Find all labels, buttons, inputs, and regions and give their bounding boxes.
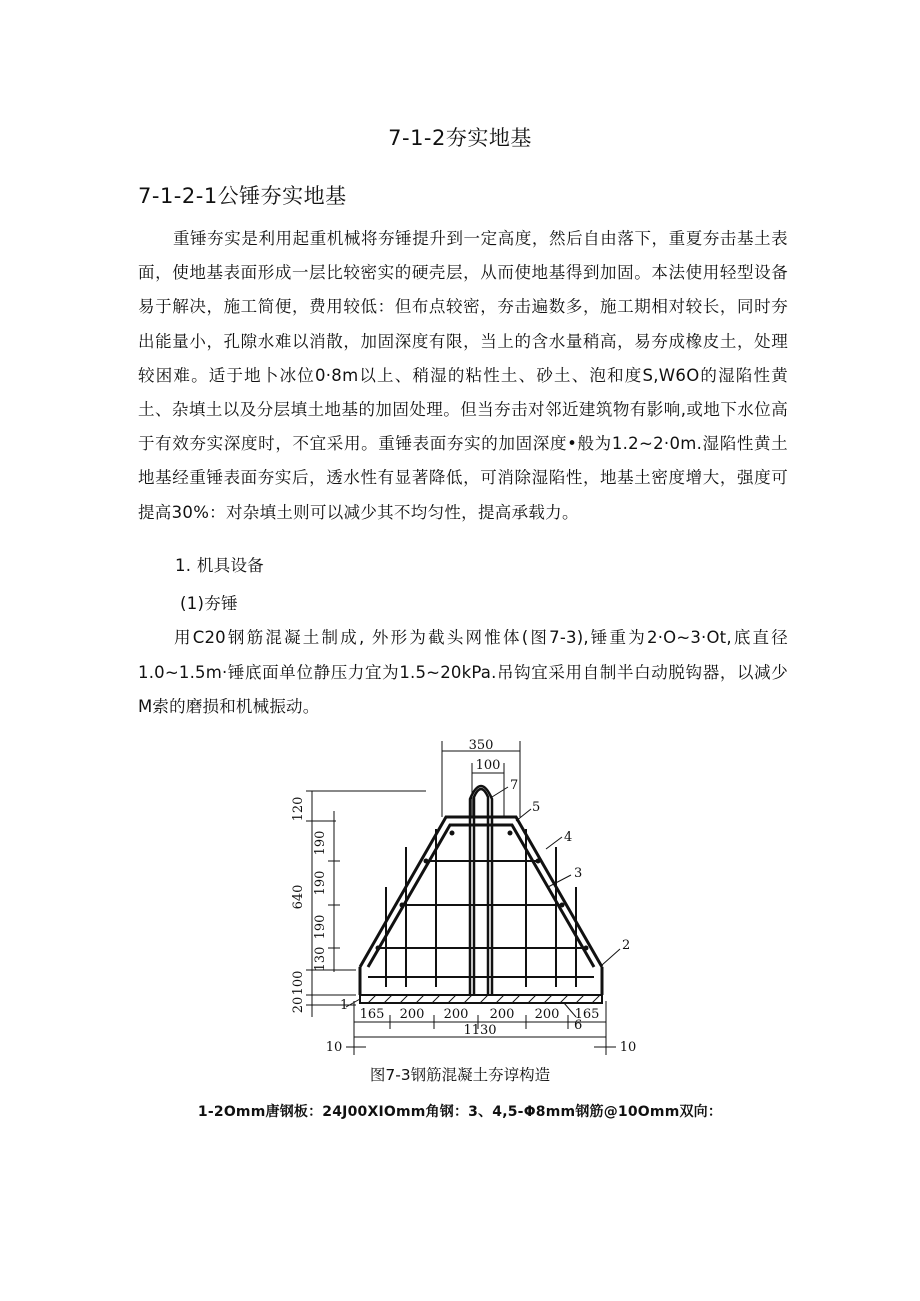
dim-190-c: 190 [313, 914, 328, 940]
dim-190-a: 190 [313, 830, 328, 856]
dim-165-left: 165 [359, 1007, 385, 1022]
dim-1130: 1130 [463, 1023, 497, 1038]
dim-100-left: 100 [291, 970, 306, 996]
callout-2: 2 [622, 938, 631, 953]
dim-10-right: 10 [619, 1040, 637, 1055]
list-item-equipment: 1. 机具设备 [175, 556, 265, 575]
hammer-paragraph: 用C20钢筋混凝土制成, 外形为截头网惟体(图7-3),锤重为2·O~3·Ot,底直径1.0~1.5m·锤底面单位静压力宜为1.5~20kPa.吊钩宜采用自制半白动脱钩器，以减少M索的磨损和机械振动。 [138, 628, 788, 716]
callout-1: 1 [340, 998, 349, 1013]
dim-350: 350 [468, 738, 494, 753]
dim-20: 20 [291, 996, 306, 1014]
hammer-structure-figure [276, 737, 646, 1062]
hammer-drawing [276, 737, 646, 1062]
list-item-hammer: (1)夯锤 [180, 594, 238, 613]
dim-10-left: 10 [325, 1040, 343, 1055]
callout-7: 7 [510, 778, 519, 793]
body-paragraph: 重锤夯实是利用起重机械将夯锤提升到一定高度，然后自由落下，重夏夯击基土表面，使地基表面形成一层比较密实的硬壳层，从而使地基得到加固。本法使用轻型设备易于解决，施工简便，费用较低：但布点较密，夯击遍数多，施工期相对较长，同时夯出能量小，孔隙水难以消散，加固深度有限，当上的含水量稍高，易夯成橡皮土，处理较困难。适于地卜冰位0·8m以上、稍湿的粘性土、砂土、泡和度S,W6O的湿陷性黄土、杂填土以及分层填土地基的加固处理。但当夯击对邻近建筑物有影响,或地下水位高于有效夯实深度时，不宜采用。重锤表面夯实的加固深度•般为1.2~2·0m.湿陷性黄土地基经重锤表面夯实后，透水性有显著降低，可消除湿陷性，地基土密度增大，强度可提高30%：对杂填土则可以减少其不均匀性，提高承载力。 [138, 229, 788, 522]
dim-200-d: 200 [534, 1007, 560, 1022]
dim-200-b: 200 [443, 1007, 469, 1022]
callout-3: 3 [574, 866, 583, 881]
figure-caption: 图7-3钢筋混凝土夯谆构造 [369, 1066, 551, 1084]
dim-130: 130 [313, 946, 328, 972]
dim-190-b: 190 [313, 870, 328, 896]
callout-5: 5 [532, 800, 541, 815]
figure-note: 1-2Omm唐钢板：24J00XIOmm角钢：3、4,5-Φ8mm钢筋@10Omm双向： [197, 1104, 723, 1120]
callout-4: 4 [564, 830, 573, 845]
page-title: 7-1-2夯实地基 [388, 126, 532, 150]
section-heading: 7-1-2-1公锤夯实地基 [138, 184, 347, 208]
dim-200-a: 200 [399, 1007, 425, 1022]
callout-6: 6 [574, 1018, 583, 1033]
dim-640: 640 [291, 884, 306, 910]
dim-165-right: 165 [574, 1007, 600, 1022]
dim-200-c: 200 [489, 1007, 515, 1022]
dim-120: 120 [291, 796, 306, 822]
dim-100-top: 100 [475, 758, 501, 773]
